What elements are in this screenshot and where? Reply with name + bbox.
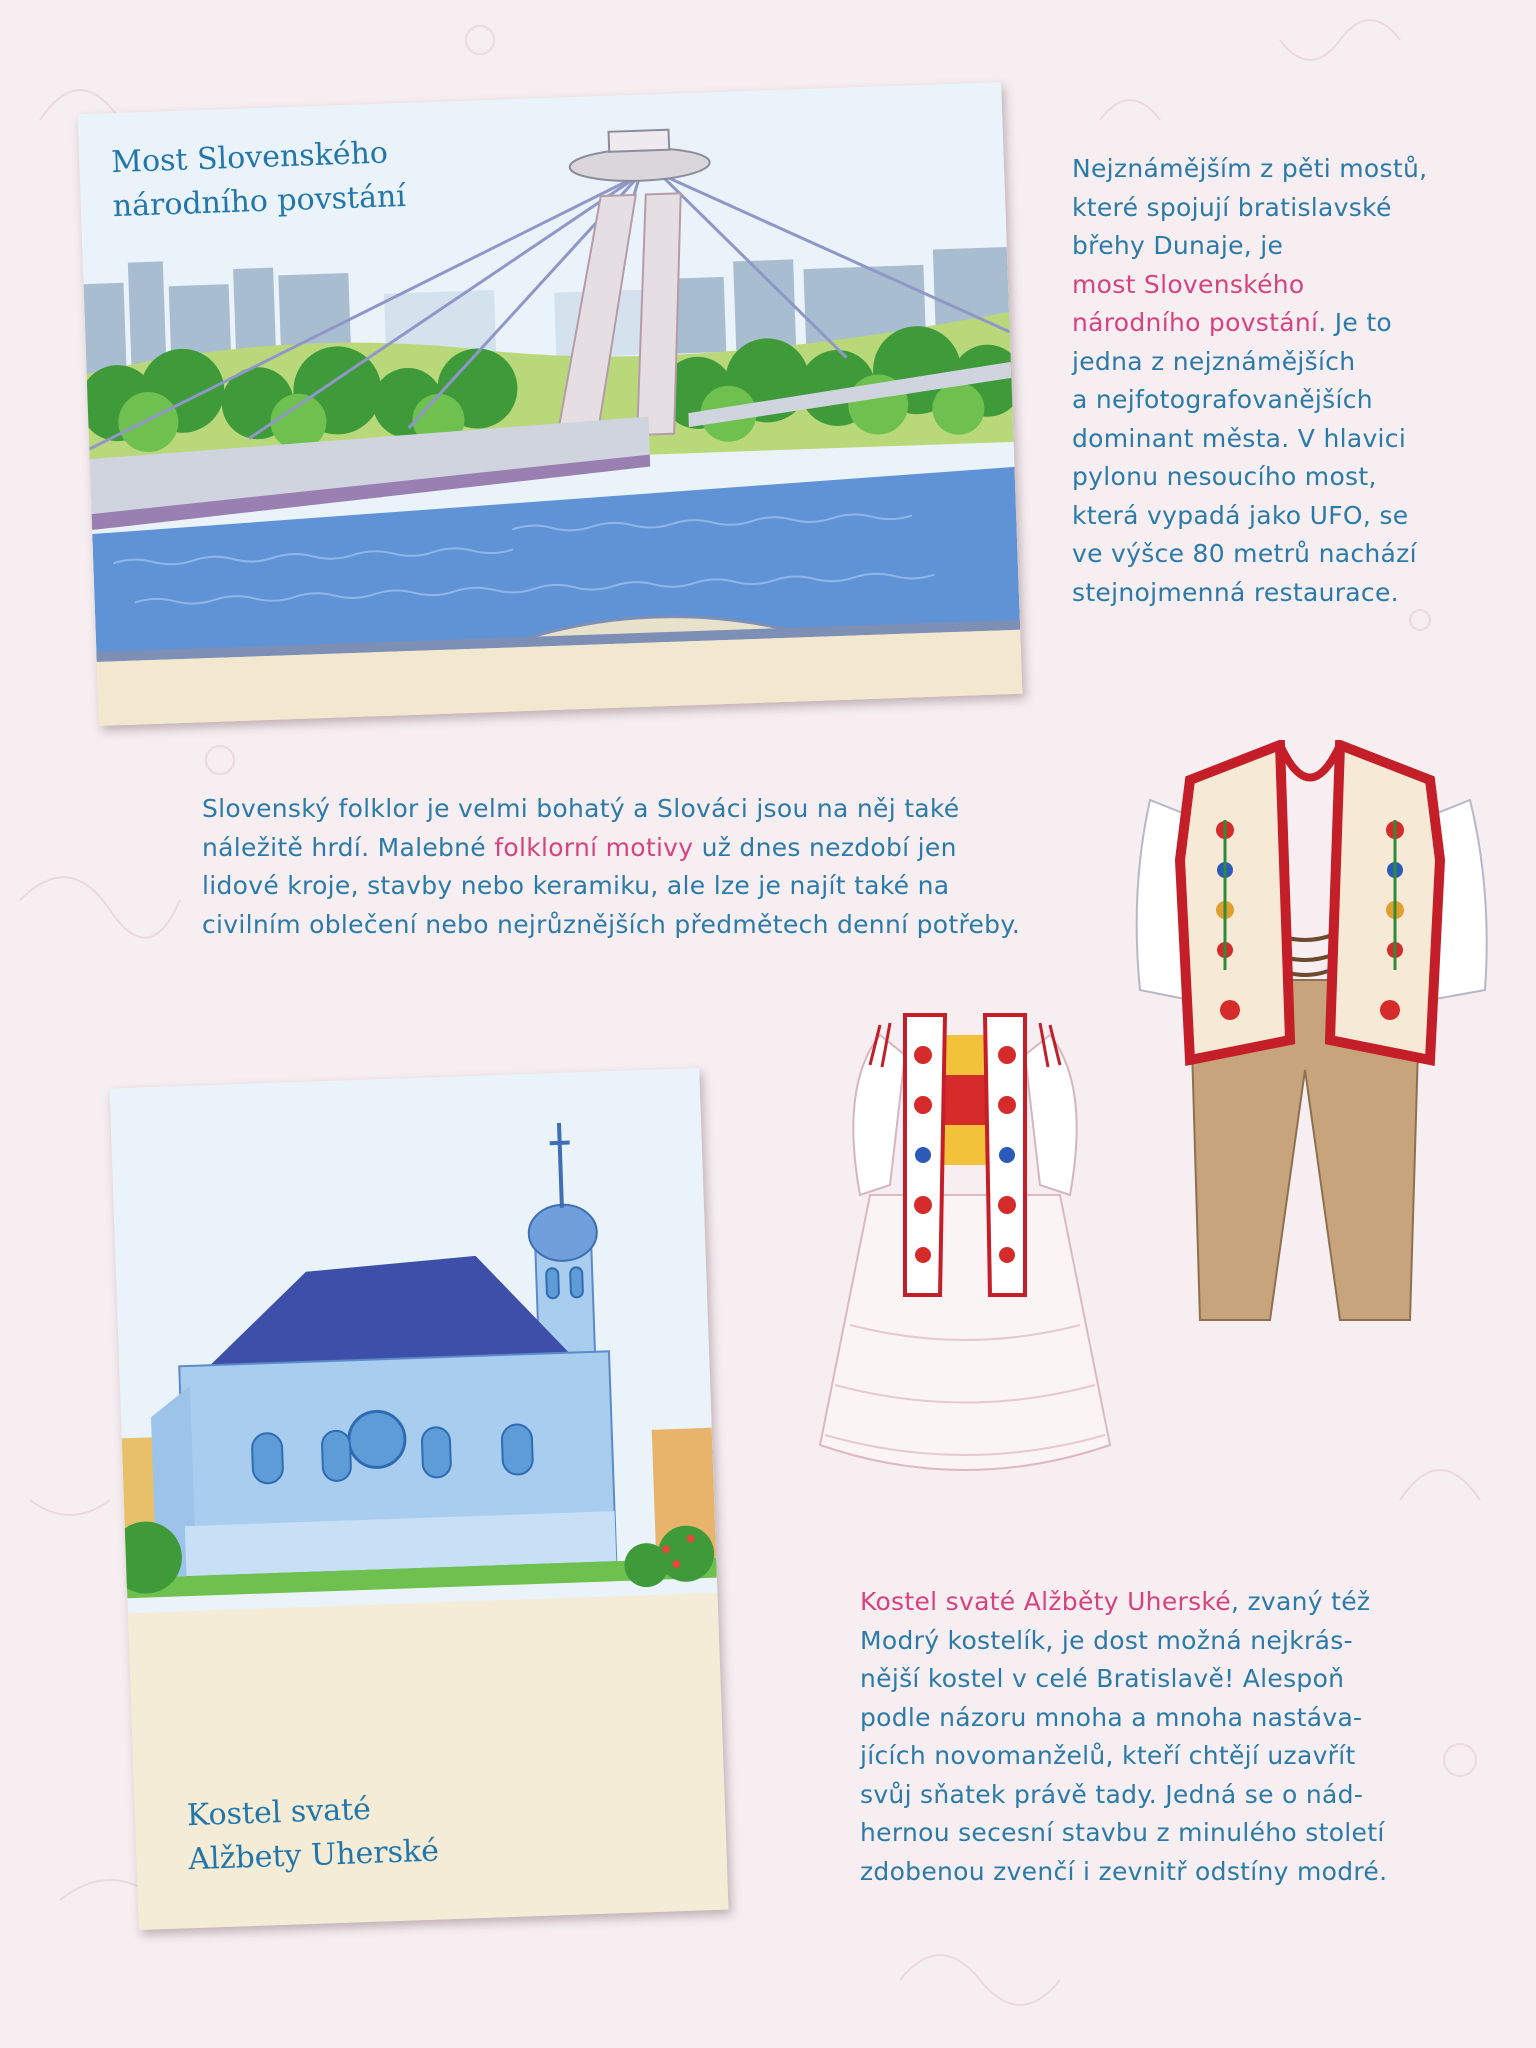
bridge-text-line3: břehy Dunaje, je (1072, 231, 1284, 260)
bridge-text-line12: stejnojmenná restaurace. (1072, 577, 1399, 607)
bridge-text-line2: které spojují bratislavské (1072, 192, 1392, 222)
mens-folk-costume (1130, 740, 1490, 1330)
bridge-text-line6: jedna z nejznámějších (1072, 346, 1356, 376)
folklore-text-line4: civilním oblečení nebo nejrůznějších předmětech denní potřeby. (202, 909, 1021, 939)
bridge-text-line1: Nejznámějším z pěti mostů, (1072, 154, 1428, 183)
bridge-description (1072, 150, 1512, 612)
womens-folk-costume (810, 995, 1120, 1495)
church-description (860, 1583, 1520, 1891)
church-card-title (186, 1786, 440, 1883)
bridge-text-line10: která vypadá jako UFO, se (1072, 500, 1409, 530)
bridge-text-line8: dominant města. V hlavici (1072, 423, 1407, 453)
folklore-text-line2-pre: náležitě hrdí. Malebné (202, 832, 495, 862)
church-text-line5: jících novomanželů, kteří chtějí uzavřít (860, 1741, 1356, 1770)
folklore-text-highlight: folklorní motivy (494, 832, 694, 862)
church-text-line1-rest: , zvaný též (1230, 1587, 1371, 1616)
bridge-text-highlight-1: most Slovenského (1072, 269, 1305, 299)
bridge-title-line2: národního povstání (112, 178, 407, 225)
church-text-line3: nější kostel v celé Bratislavě! Alespoň (860, 1664, 1345, 1693)
church-text-highlight: Kostel svaté Alžběty Uherské (860, 1587, 1231, 1616)
bridge-text-line7: a nejfotografovanějších (1072, 385, 1373, 414)
church-title-line1: Kostel svaté (186, 1791, 372, 1834)
folklore-description (202, 790, 1102, 944)
church-card (109, 1068, 728, 1930)
church-text-line7: hernou secesní stavbu z minulého století (860, 1818, 1385, 1847)
bridge-text-line9: pylonu nesoucího most, (1072, 462, 1377, 491)
folklore-text-line1: Slovenský folklor je velmi bohatý a Slováci jsou na něj také (202, 794, 960, 823)
church-text-line6: svůj sňatek právě tady. Jedná se o nád- (860, 1779, 1364, 1809)
church-title-line2: Alžbety Uherské (187, 1833, 440, 1878)
church-text-line8: zdobenou zvenčí i zevnitř odstíny modré. (860, 1856, 1388, 1886)
bridge-card-title (111, 131, 407, 229)
bridge-text-highlight-2: národního povstání (1072, 308, 1319, 337)
folklore-text-line3: lidové kroje, stavby nebo keramiku, ale lze je najít také na (202, 871, 950, 900)
bridge-text-line5-rest: . Je to (1318, 308, 1393, 337)
bridge-card (78, 82, 1023, 726)
bridge-text-line11: ve výšce 80 metrů nachází (1072, 539, 1417, 568)
folklore-text-line2-post: už dnes nezdobí jen (693, 832, 957, 862)
church-text-line2: Modrý kostelík, je dost možná nejkrás- (860, 1625, 1353, 1655)
bridge-title-line1: Most Slovenského (110, 135, 389, 181)
church-text-line4: podle názoru mnoha a mnoha nastáva- (860, 1702, 1363, 1732)
